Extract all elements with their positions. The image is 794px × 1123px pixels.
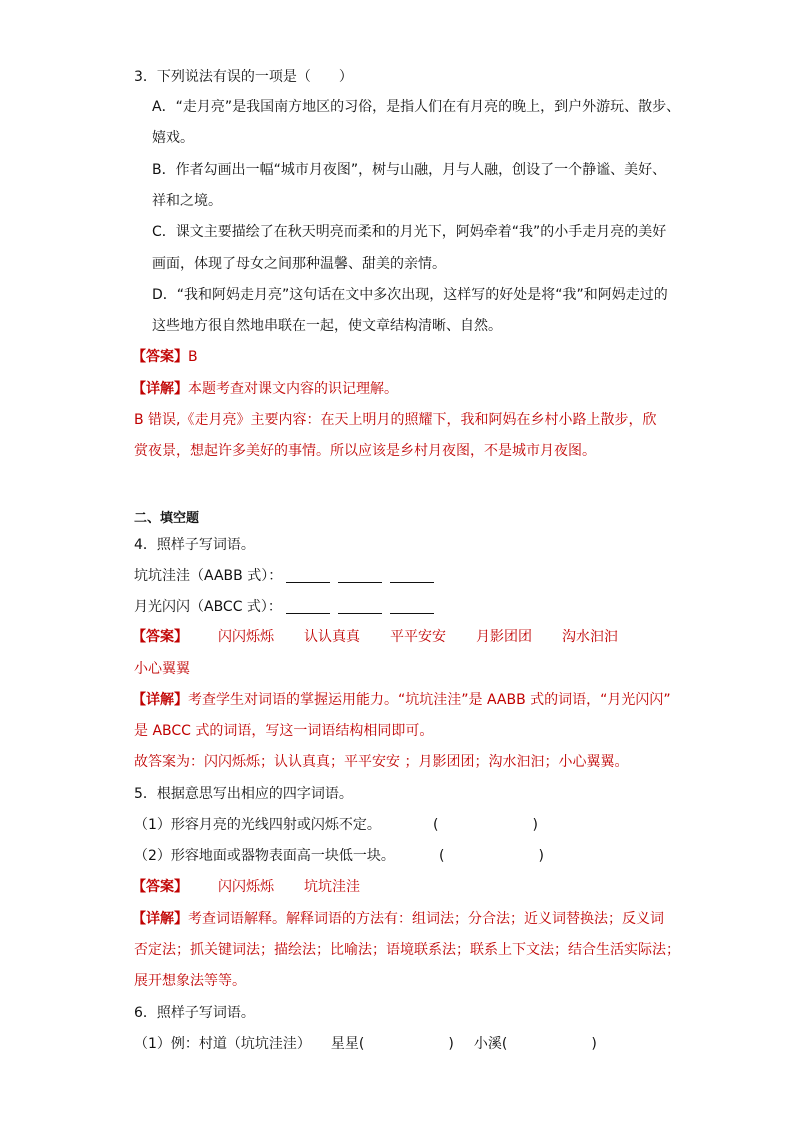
q5-item1: （1）形容月亮的光线四射或闪烁不定。 (134, 817, 381, 833)
q5-stem: 5．根据意思写出相应的四字词语。 (134, 786, 353, 802)
blank[interactable] (286, 568, 330, 583)
q4-line1-label: 坑坑洼洼（AABB 式）： (134, 568, 283, 584)
q5-answer (132, 877, 360, 897)
q6-word2: 小溪( (473, 1036, 508, 1052)
q4-detail (132, 690, 671, 710)
answer-word: 月影团团 (476, 629, 532, 645)
detail-label: 【详解】 (132, 692, 188, 708)
q3-option-c-line1: C．课文主要描绘了在秋天明亮而柔和的月光下，阿妈牵着“我”的小手走月亮的美好 (152, 224, 667, 240)
q6-example: （1）例：村道（坑坑洼洼） (134, 1036, 311, 1052)
q3-option-d-line2: 这些地方很自然地串联在一起，使文章结构清晰、自然。 (152, 318, 502, 334)
blank[interactable] (338, 599, 382, 614)
answer-value: B (188, 349, 198, 365)
answer-word: 闪闪烁烁 (218, 879, 274, 895)
q4-stem: 4．照样子写词语。 (134, 537, 255, 553)
q4-answer-last: 小心翼翼 (134, 661, 190, 677)
section-title: 二、填空题 (134, 511, 200, 526)
detail-label: 【详解】 (132, 911, 188, 927)
answer-label: 【答案】 (132, 349, 188, 365)
q6-stem: 6．照样子写词语。 (134, 1005, 255, 1021)
q4-line2-label: 月光闪闪（ABCC 式）： (134, 599, 282, 615)
q6-word1: 星星( (330, 1036, 365, 1052)
q3-option-a-line2: 嬉戏。 (152, 130, 194, 146)
q5-detail-line3: 展开想象法等等。 (134, 973, 246, 989)
q3-stem: 3．下列说法有误的一项是（ ） (134, 69, 353, 85)
q5-item2-paren[interactable]: ( ) (439, 848, 544, 864)
blank[interactable] (390, 568, 434, 583)
q3-answer (132, 347, 198, 367)
q5-detail-line2: 否定法；抓关键词法；描绘法；比喻法；语境联系法；联系上下文法；结合生活实际法； (134, 942, 680, 958)
answer-word: 认认真真 (304, 629, 360, 645)
q3-option-d-line1: D．“我和阿妈走月亮”这句话在文中多次出现，这样写的好处是将“我”和阿妈走过的 (152, 287, 668, 303)
q3-explain-line1: B 错误,《走月亮》主要内容：在天上明月的照耀下，我和阿妈在乡村小路上散步，欣 (134, 412, 657, 428)
q3-option-b-line1: B．作者勾画出一幅“城市月夜图”，树与山融，月与人融，创设了一个静谧、美好、 (152, 162, 667, 178)
q3-option-a-line1: A．“走月亮”是我国南方地区的习俗，是指人们在有月亮的晚上，到户外游玩、散步、 (152, 99, 681, 115)
detail-text: 考查学生对词语的掌握运用能力。“坑坑洼洼”是 AABB 式的词语，“月光闪闪” (188, 692, 671, 708)
answer-word: 沟水汩汩 (562, 629, 618, 645)
q4-conclusion: 故答案为：闪闪烁烁；认认真真；平平安安 ；月影团团；沟水汩汩；小心翼翼。 (134, 754, 629, 770)
detail-text: 本题考查对课文内容的识记理解。 (188, 381, 398, 397)
blank[interactable] (390, 599, 434, 614)
q3-option-b-line2: 祥和之境。 (152, 193, 222, 209)
answer-word: 坑坑洼洼 (304, 879, 360, 895)
blank[interactable] (338, 568, 382, 583)
detail-text: 考查词语解释。解释词语的方法有：组词法；分合法；近义词替换法；反义词 (188, 911, 664, 927)
q5-detail (132, 909, 664, 929)
q4-answer (132, 627, 618, 647)
q3-option-c-line2: 画面，体现了母女之间那种温馨、甜美的亲情。 (152, 256, 446, 272)
answer-label: 【答案】 (132, 629, 188, 645)
answer-label: 【答案】 (132, 879, 188, 895)
detail-label: 【详解】 (132, 381, 188, 397)
blank[interactable] (286, 599, 330, 614)
q5-item1-paren[interactable]: ( ) (433, 817, 538, 833)
q3-explain-line2: 赏夜景，想起许多美好的事情。所以应该是乡村月夜图，不是城市月夜图。 (134, 443, 596, 459)
q6-item1: （1）例：村道（坑坑洼洼） 星星( ) 小溪( ) (134, 1036, 597, 1052)
q5-item2: （2）形容地面或器物表面高一块低一块。 (134, 848, 395, 864)
q4-line1 (134, 566, 438, 586)
answer-word: 平平安安 (390, 629, 446, 645)
q4-detail-line2: 是 ABCC 式的词语，写这一词语结构相同即可。 (134, 723, 434, 739)
q3-detail (132, 379, 398, 399)
answer-word: 闪闪烁烁 (218, 629, 274, 645)
q4-line2 (134, 597, 438, 617)
